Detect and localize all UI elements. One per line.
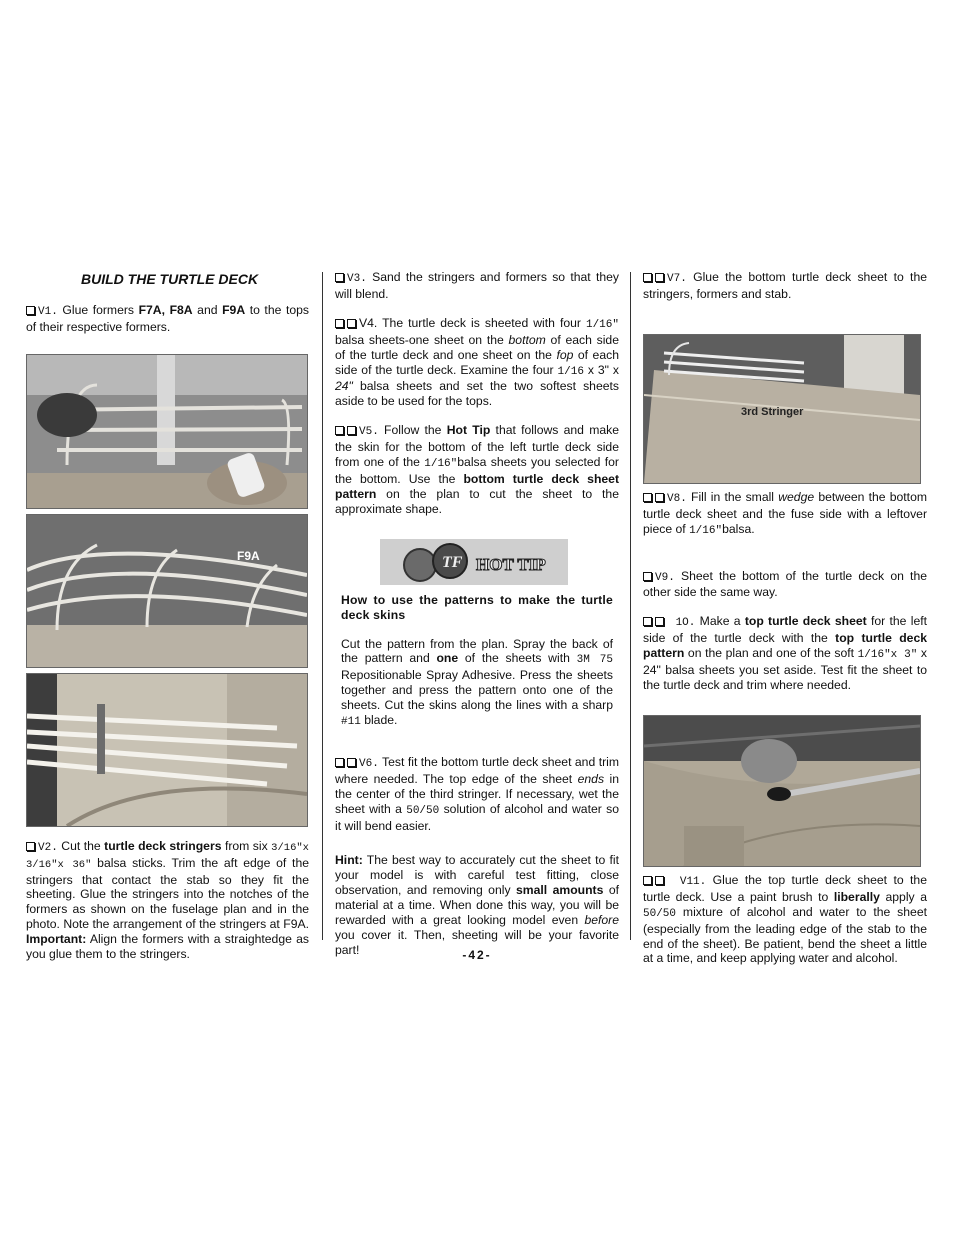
step-v3: V3. Sand the stringers and formers so that they will blend. — [335, 270, 619, 301]
page-number: -42- — [462, 948, 492, 962]
checkbox[interactable] — [655, 876, 664, 885]
step-v10: 1O. Make a top turtle deck sheet for the left side of the turtle deck with the top turtle deck pattern on the plan and one of the soft 1/16"x 3" x 24" balsa sheets you set aside. Test fit the sheet to the turtle deck and trim where needed. — [643, 614, 928, 692]
column-divider-2 — [630, 272, 631, 940]
checkbox[interactable] — [26, 842, 35, 851]
checkbox[interactable] — [335, 319, 344, 328]
section-heading: BUILD THE TURTLE DECK — [81, 271, 259, 287]
step-v8: V8. Fill in the small wedge between the bottom turtle deck sheet and the fuse side with a leftover piece of 1/16"balsa. — [643, 489, 927, 537]
step-v9: V9. Sheet the bottom of the turtle deck on the other side the same way. — [643, 568, 927, 600]
column-divider-1 — [322, 272, 323, 940]
photo-label-f9a: F9A — [237, 548, 260, 563]
step-v6: V6. Test fit the bottom turtle deck sheet and trim where needed. The top edge of the sheet ends in the center of the third stringer. If necessary, wet the sheet with a 50/50 solution of alcohol and water so it will bend easier. — [335, 754, 620, 833]
step-v1: V1. Glue formers F7A, F8A and F9A to the tops of their respective formers. — [26, 302, 309, 334]
photo-brush-wetting-sheet — [643, 715, 921, 867]
svg-text:TF: TF — [442, 553, 463, 571]
hot-tip-logo — [380, 539, 568, 585]
checkbox[interactable] — [643, 617, 652, 626]
column-1 — [26, 270, 309, 962]
checkbox[interactable] — [643, 572, 652, 581]
checkbox[interactable] — [643, 493, 652, 502]
photo-bottom-sheet-3rd-stringer — [643, 334, 921, 484]
checkbox[interactable] — [335, 273, 344, 282]
checkbox[interactable] — [347, 758, 356, 767]
checkbox[interactable] — [26, 306, 35, 315]
checkbox[interactable] — [347, 319, 356, 328]
step-v7: V7. Glue the bottom turtle deck sheet to the stringers, formers and stab. — [643, 270, 927, 301]
checkbox[interactable] — [655, 493, 664, 502]
hot-tip-title: How to use the patterns to make the turtle deck skins — [341, 592, 613, 622]
photo-turtle-deck-stringers — [26, 514, 308, 668]
photo-stringer-ends — [26, 673, 308, 827]
checkbox[interactable] — [643, 876, 652, 885]
hint-paragraph: Hint: The best way to accurately cut the sheet to fit your model is with careful test fitting, close observation, and removing only small amounts of material at a time. When done this way, you will be rewarded with a great looking model even before you cover it. Then, sheeting will be your favorite part! — [335, 853, 619, 957]
step-v2: V2. Cut the turtle deck stringers from six 3/16"x 3/16"x 36" balsa sticks. Trim the aft edge of the stringers that contact the stab so they fit the sheeting. Glue the stringers into the notches of the formers as shown on the fuselage plan and in the photo. Note the arrangement of the stringers at F9A. Important: Align the formers with a straightedge as you glue them to the stringers. — [26, 838, 309, 962]
step-v4: V4. The turtle deck is sheeted with four 1/16" balsa sheets-one sheet on the bottom of each side of the turtle deck and one sheet on the fop of each side of the turtle deck. Examine the four 1/16 x 3" x 24" balsa sheets and set the two softest sheets aside to be used for the tops. — [335, 315, 620, 409]
checkbox[interactable] — [335, 426, 344, 435]
hot-tip-box — [341, 593, 613, 730]
step-v11: V11. Glue the top turtle deck sheet to the turtle deck. Use a paint brush to liberally apply a 50/50 mixture of alcohol and water to the sheet (especially from the leading edge of the stab to the end of the sheet). Be patient, bend the sheet a little at a time, and keep applying water and alcohol. — [643, 872, 928, 966]
column-2 — [335, 270, 619, 958]
checkbox[interactable] — [655, 617, 664, 626]
checkbox[interactable] — [335, 758, 344, 767]
checkbox[interactable] — [655, 273, 664, 282]
step-v5: V5. Follow the Hot Tip that follows and make the skin for the bottom of the left turtle deck side from one of the 1/16"balsa sheets you selected for the bottom. Use the bottom turtle deck sheet pattern on the plan to cut the sheet to the approximate shape. — [335, 423, 620, 516]
column-3 — [643, 270, 927, 966]
checkbox[interactable] — [643, 273, 652, 282]
hot-tip-logo-text: HOT TIP — [476, 554, 546, 574]
photo-formers-clamp — [26, 354, 308, 509]
hot-tip-body: Cut the pattern from the plan. Spray the back of the pattern and one of the sheets with 3M 75 Repositionable Spray Adhesive. Press the sheets together and press the pattern onto one of the sheets. Cut the skins along the lines with a sharp #11 blade. — [341, 636, 613, 729]
checkbox[interactable] — [347, 426, 356, 435]
photo-label-3rd-stringer: 3rd Stringer — [741, 405, 804, 418]
